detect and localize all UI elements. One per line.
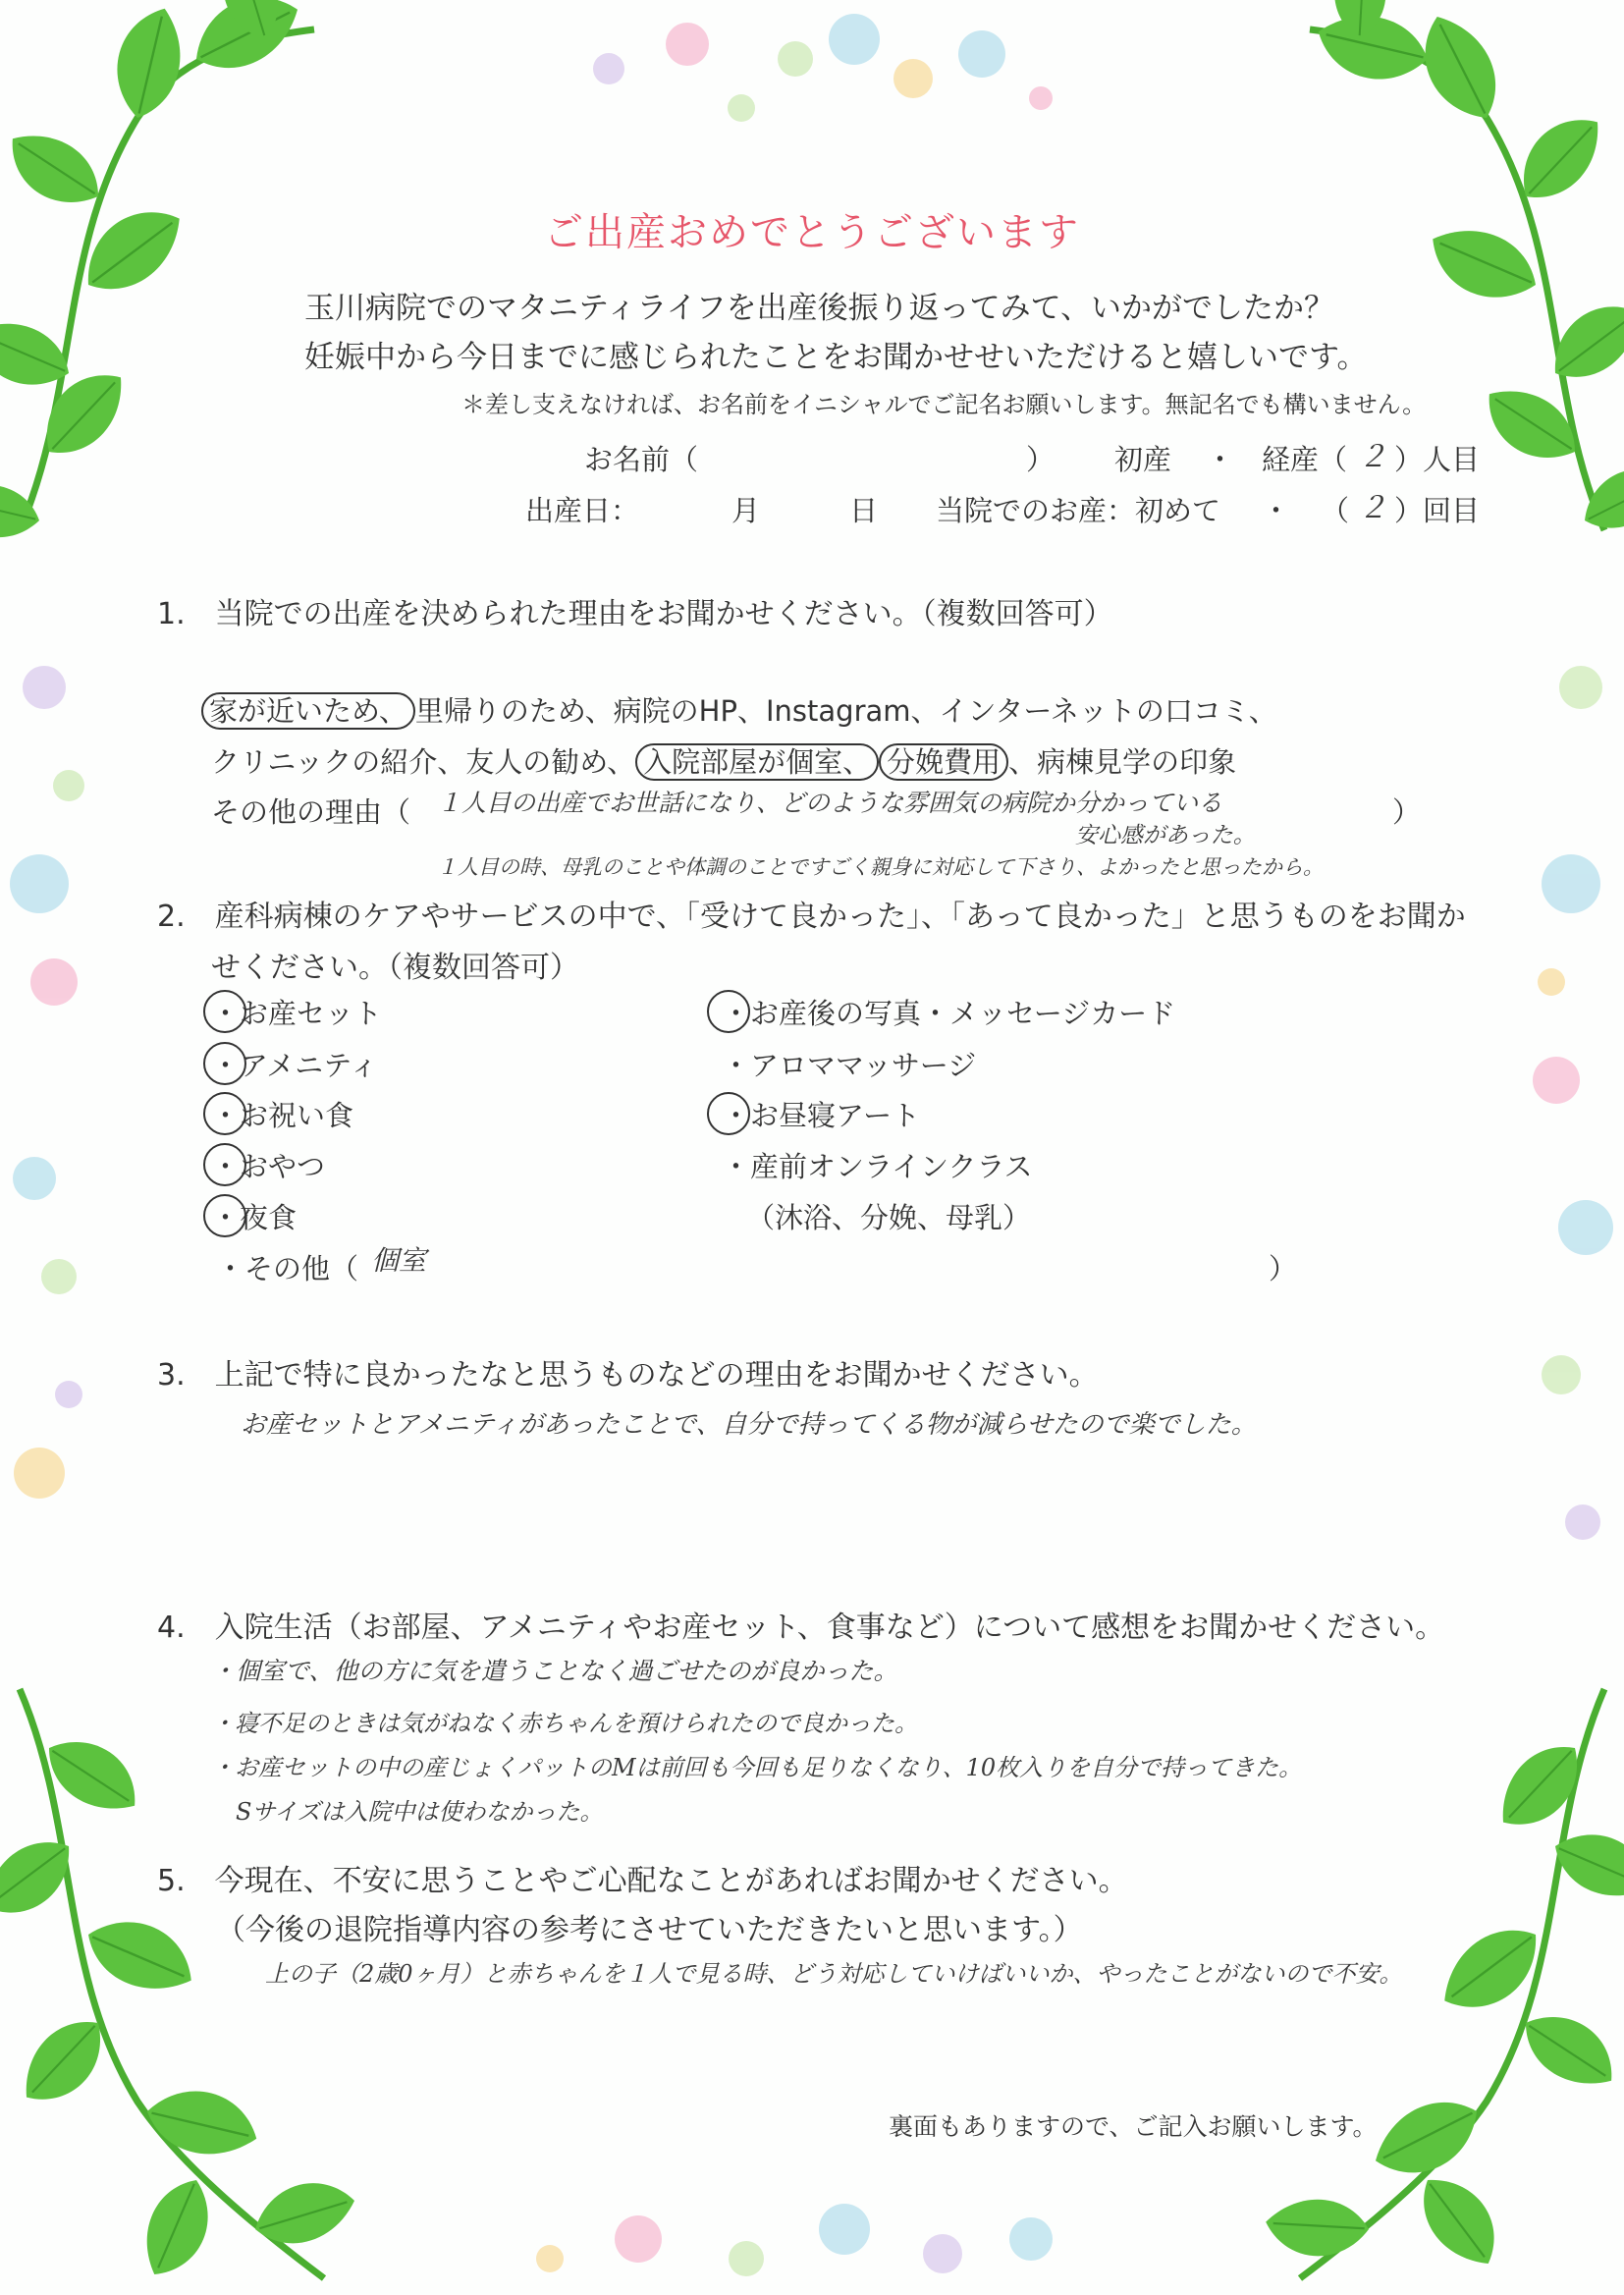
q1-option-clinic: クリニックの紹介、友人の勧め、 xyxy=(211,745,636,779)
birth-count-suffix: ）人目 xyxy=(1394,443,1481,476)
q1-options-row-2 xyxy=(211,740,1236,781)
q2-check-celebration-meal xyxy=(203,1092,246,1135)
q3-answer: お産セットとアメニティがあったことで、自分で持ってくる物が減らせたので楽でした。 xyxy=(241,1410,1257,1440)
q2-option-amenity[interactable]: ・アメニティ xyxy=(211,1049,378,1082)
question-5-sub: （今後の退院指導内容の参考にさせていただきたいと思います。） xyxy=(216,1913,1083,1947)
birth-date-label: 出産日： xyxy=(525,494,640,527)
hospital-birth-label: 当院でのお産：初めて xyxy=(936,494,1221,527)
question-4: 4. 入院生活（お部屋、アメニティやお産セット、食事など）について感想をお聞かせください。 xyxy=(157,1611,1445,1645)
q2-option-snack[interactable]: ・おやつ xyxy=(211,1150,326,1183)
dot-separator: ・ xyxy=(1206,443,1235,476)
name-label: お名前（ xyxy=(584,443,699,476)
q5-answer: 上の子（2歳0ヶ月）と赤ちゃんを１人で見る時、どう対応していけばいいか、やったことがないので不安。 xyxy=(265,1960,1403,1988)
q1-option-private-room[interactable]: 入院部屋が個室、 xyxy=(635,743,879,781)
q2-check-nap-art xyxy=(707,1092,750,1135)
birth-count-value: ２ xyxy=(1358,440,1387,474)
q1-option-delivery-fee[interactable]: 分娩費用 xyxy=(879,743,1008,781)
q1-option-row-1-rest: 里帰りのため、病院のHP、Instagram、インターネットの口コミ、 xyxy=(414,694,1277,728)
intro-line-1: 玉川病院でのマタニティライフを出産後振り返ってみて、いかがでしたか？ xyxy=(304,291,1335,326)
hospital-count-value: ２ xyxy=(1358,491,1387,525)
q2-option-aroma-massage[interactable]: ・アロママッサージ xyxy=(722,1049,977,1082)
page-title: ご出産おめでとうございます xyxy=(544,210,1080,255)
q1-other-answer-2: 安心感があった。 xyxy=(1075,823,1256,848)
q2-other-close: ） xyxy=(1269,1252,1298,1285)
q1-other-answer-3: １人目の時、母乳のことや体調のことですごく親身に対応して下さり、よかったと思ったから。 xyxy=(437,855,1324,879)
q4-answer-2: ・寝不足のときは気がねなく赤ちゃんを預けられたので良かった。 xyxy=(211,1710,918,1737)
q2-check-photo-card xyxy=(707,990,750,1033)
q2-option-nap-art[interactable]: ・お昼寝アート xyxy=(722,1099,921,1132)
experienced-birth-label: 経産（ xyxy=(1262,443,1348,476)
question-5: 5. 今現在、不安に思うことやご心配なことがあればお聞かせください。 xyxy=(157,1864,1128,1898)
q2-check-snack xyxy=(203,1143,246,1186)
footer-note: 裏面もありますので、ご記入お願いします。 xyxy=(889,2112,1378,2141)
day-label: 日 xyxy=(849,494,879,527)
q1-option-near-home[interactable]: 家が近いため、 xyxy=(201,692,415,730)
q2-option-celebration-meal[interactable]: ・お祝い食 xyxy=(211,1099,354,1132)
dot-separator-2: ・ xyxy=(1262,494,1291,527)
q2-option-online-class-detail: （沐浴、分娩、母乳） xyxy=(746,1201,1032,1234)
leaf-vine-top-left xyxy=(0,0,314,551)
hospital-count-open: （ xyxy=(1321,494,1350,527)
first-birth-label: 初産 xyxy=(1114,443,1172,476)
question-1: 1. 当院での出産を決められた理由をお聞かせください。（複数回答可） xyxy=(157,597,1113,631)
hospital-count-suffix: ）回目 xyxy=(1394,494,1481,527)
q4-answer-4: Sサイズは入院中は使わなかった。 xyxy=(236,1798,604,1826)
name-close: ） xyxy=(1026,443,1056,476)
q2-other-label: ・その他（ xyxy=(216,1252,359,1285)
q1-other-close: ） xyxy=(1392,795,1422,829)
q1-other-label: その他の理由（ xyxy=(211,795,411,829)
q2-other-answer: 個室 xyxy=(371,1244,427,1277)
intro-line-2: 妊娠中から今日までに感じられたことをお聞かせせいただけると嬉しいです。 xyxy=(304,340,1368,375)
q2-option-photo-card[interactable]: ・お産後の写真・メッセージカード xyxy=(722,997,1176,1030)
q2-option-late-meal[interactable]: ・夜食 xyxy=(211,1201,298,1234)
q2-check-amenity xyxy=(203,1042,246,1085)
q2-check-late-meal xyxy=(203,1194,246,1237)
q1-other-answer-1: １人目の出産でお世話になり、どのような雰囲気の病院か分かっている xyxy=(437,789,1223,817)
q4-answer-3: ・お産セットの中の産じょくパットのMは前回も今回も足りなくなり、10枚入りを自分で持ってきた。 xyxy=(211,1754,1303,1781)
question-3: 3. 上記で特に良かったなと思うものなどの理由をお聞かせください。 xyxy=(157,1358,1099,1393)
q4-answer-1: ・個室で、他の方に気を遣うことなく過ごせたのが良かった。 xyxy=(211,1657,898,1685)
q2-option-online-class[interactable]: ・産前オンラインクラス xyxy=(722,1150,1033,1183)
q1-options-row-1 xyxy=(201,689,1277,730)
q2-check-birth-set xyxy=(203,990,246,1033)
q2-option-birth-set[interactable]: ・お産セット xyxy=(211,997,383,1030)
initials-note: ＊差し支えなければ、お名前をイニシャルでご記名お願いします。無記名でも構いません。 xyxy=(461,391,1427,418)
question-2-line-2: せください。（複数回答可） xyxy=(211,951,579,985)
q1-option-tour: 、病棟見学の印象 xyxy=(1008,745,1237,779)
question-2-line-1: 2. 産科病棟のケアやサービスの中で、「受けて良かった」、「あって良かった」と思うものをお聞か xyxy=(157,900,1466,934)
month-label: 月 xyxy=(731,494,761,527)
